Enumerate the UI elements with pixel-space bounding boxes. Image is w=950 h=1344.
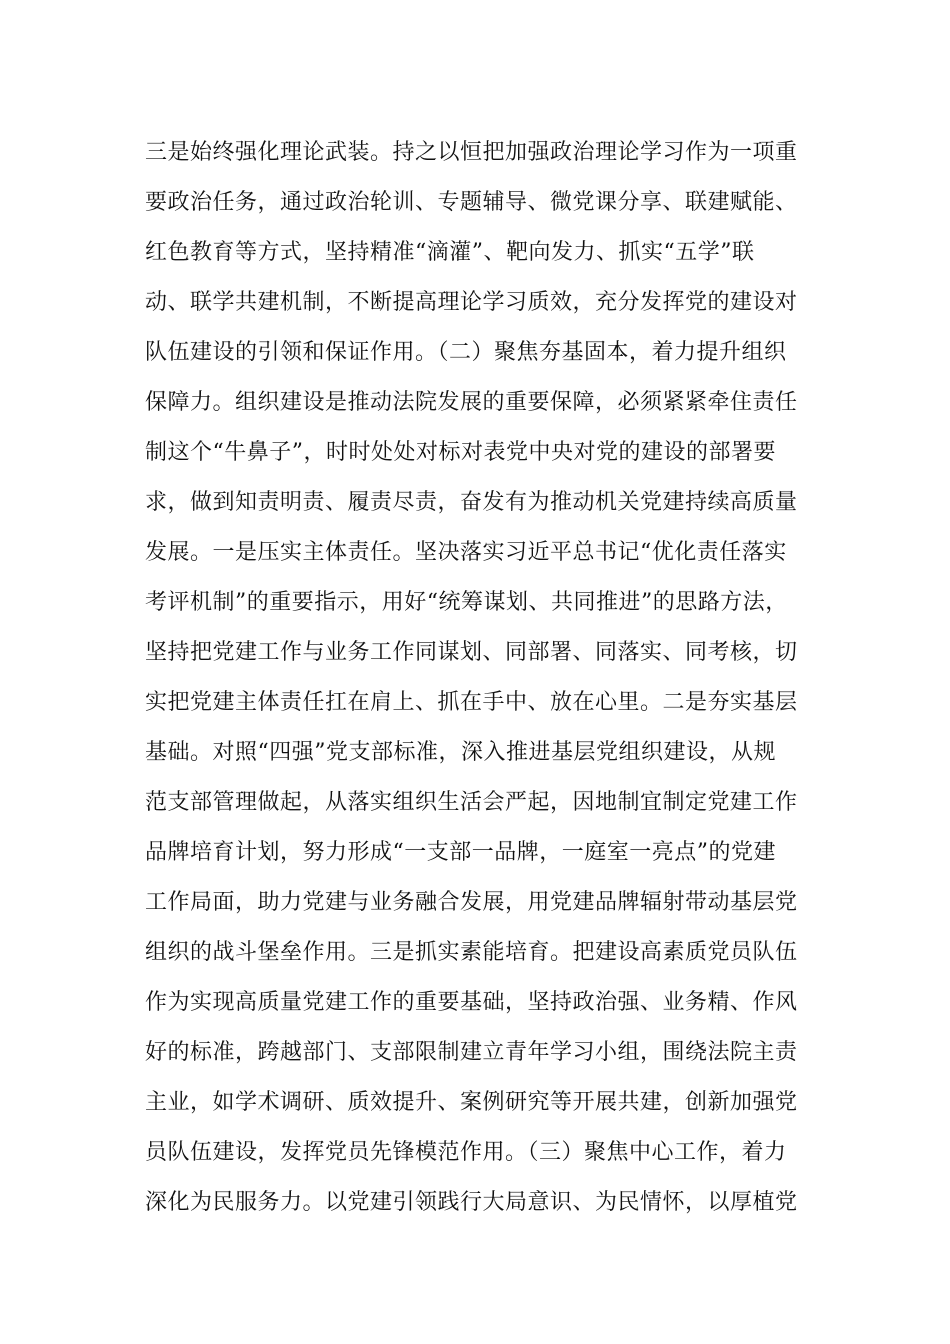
text-line: 范支部管理做起，从落实组织生活会严起，因地制宜制定党建工作	[145, 790, 798, 815]
text-line: 组织的战斗堡垒作用。三是抓实素能培育。把建设高素质党员队伍	[145, 940, 798, 965]
text-line: 要政治任务，通过政治轮训、专题辅导、微党课分享、联建赋能、	[145, 190, 798, 215]
text-line: 发展。一是压实主体责任。坚决落实习近平总书记“优化责任落实	[145, 540, 787, 565]
text-line: 求，做到知责明责、履责尽责，奋发有为推动机关党建持续高质量	[145, 490, 798, 515]
text-line: 实把党建主体责任扛在肩上、抓在手中、放在心里。二是夯实基层	[145, 690, 798, 715]
text-line: 坚持把党建工作与业务工作同谋划、同部署、同落实、同考核，切	[145, 640, 798, 665]
text-line: 考评机制”的重要指示，用好“统筹谋划、共同推进”的思路方法，	[145, 590, 788, 615]
text-line: 主业，如学术调研、质效提升、案例研究等开展共建，创新加强党	[145, 1090, 798, 1115]
text-line: 制这个“牛鼻子”，时时处处对标对表党中央对党的建设的部署要	[145, 440, 776, 465]
text-line: 员队伍建设，发挥党员先锋模范作用。（三）聚焦中心工作，着力	[145, 1140, 787, 1165]
text-line: 三是始终强化理论武装。持之以恒把加强政治理论学习作为一项重	[145, 140, 798, 165]
body-paragraph	[145, 128, 825, 1228]
text-line: 基础。对照“四强”党支部标准，深入推进基层党组织建设，从规	[145, 740, 776, 765]
text-line: 好的标准，跨越部门、支部限制建立青年学习小组，围绕法院主责	[145, 1040, 798, 1065]
text-line: 动、联学共建机制，不断提高理论学习质效，充分发挥党的建设对	[145, 290, 798, 315]
text-line: 保障力。组织建设是推动法院发展的重要保障，必须紧紧牵住责任	[145, 390, 798, 415]
text-line: 品牌培育计划，努力形成“一支部一品牌，一庭室一亮点”的党建	[145, 840, 776, 865]
text-line: 深化为民服务力。以党建引领践行大局意识、为民情怀，以厚植党	[145, 1190, 798, 1215]
text-line: 队伍建设的引领和保证作用。（二）聚焦夯基固本，着力提升组织	[145, 340, 787, 365]
text-line: 工作局面，助力党建与业务融合发展，用党建品牌辐射带动基层党	[145, 890, 798, 915]
text-line: 红色教育等方式，坚持精准“滴灌”、靶向发力、抓实“五学”联	[145, 240, 755, 265]
text-line: 作为实现高质量党建工作的重要基础，坚持政治强、业务精、作风	[145, 990, 798, 1015]
